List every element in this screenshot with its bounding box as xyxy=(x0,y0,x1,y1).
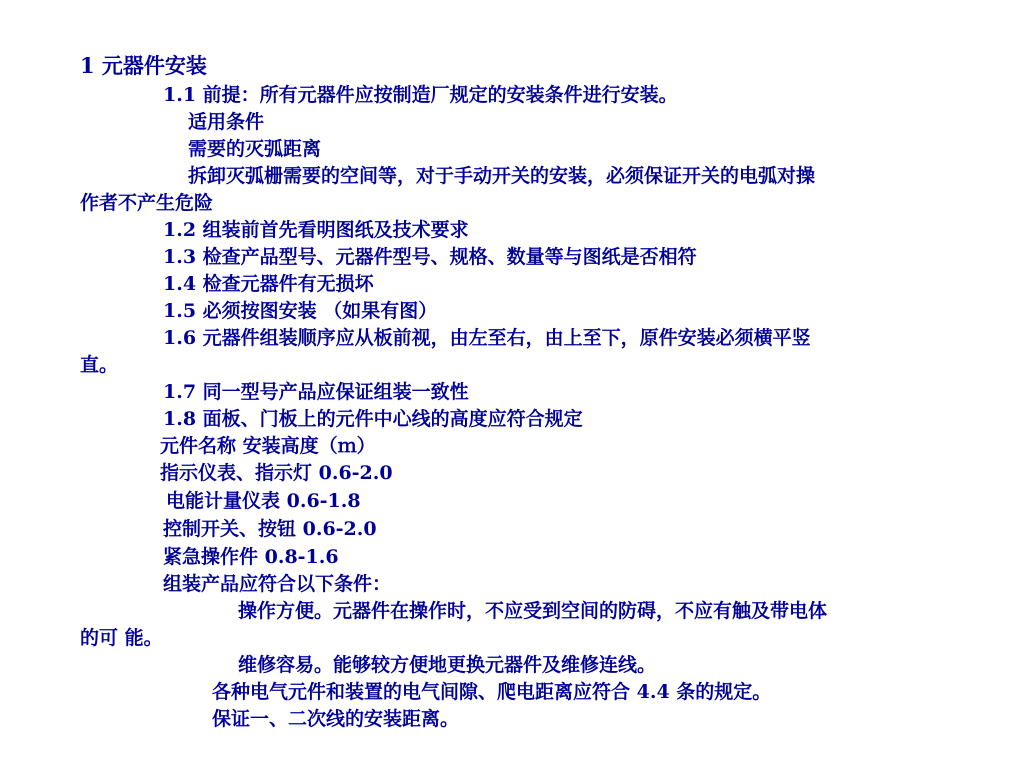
text-line: 1.7 同一型号产品应保证组装一致性 xyxy=(163,381,469,403)
text-line: 作者不产生危险 xyxy=(80,192,214,214)
text-line: 保证一、二次线的安装距离。 xyxy=(212,708,460,730)
table-row: 紧急操作件 0.8-1.6 xyxy=(163,546,339,568)
text-line: 1.1 前提：所有元器件应按制造厂规定的安装条件进行安装。 xyxy=(163,84,678,106)
table-row: 指示仪表、指示灯 0.6-2.0 xyxy=(160,462,393,484)
text-line: 1.2 组装前首先看明图纸及技术要求 xyxy=(163,219,469,241)
text-line: 拆卸灭弧栅需要的空间等，对于手动开关的安装，必须保证开关的电弧对操 xyxy=(188,165,816,187)
text-line: 组装产品应符合以下条件： xyxy=(163,573,392,595)
table-row: 电能计量仪表 0.6-1.8 xyxy=(166,490,361,512)
text-line: 1.3 检查产品型号、元器件型号、规格、数量等与图纸是否相符 xyxy=(163,246,697,268)
table-row: 控制开关、按钮 0.6-2.0 xyxy=(163,518,377,540)
text-line: 1.8 面板、门板上的元件中心线的高度应符合规定 xyxy=(163,408,583,430)
section-heading: 1 元器件安装 xyxy=(80,53,207,78)
text-line: 直。 xyxy=(80,354,119,376)
text-line: 1.4 检查元器件有无损坏 xyxy=(163,273,374,295)
text-line: 需要的灭弧距离 xyxy=(188,138,322,160)
text-line: 1.5 必须按图安装 （如果有图） xyxy=(163,300,438,322)
text-line: 操作方便。元器件在操作时，不应受到空间的防碍，不应有触及带电体 xyxy=(238,600,828,622)
text-line: 的可 能。 xyxy=(80,627,163,649)
text-line: 各种电气元件和装置的电气间隙、爬电距离应符合 4.4 条的规定。 xyxy=(212,681,772,703)
table-header-line: 元件名称 安装高度（ｍ） xyxy=(160,435,376,457)
text-line: 适用条件 xyxy=(188,111,265,133)
text-line: 1.6 元器件组装顺序应从板前视，由左至右，由上至下，原件安装必须横平竖 xyxy=(163,327,811,349)
text-line: 维修容易。能够较方便地更换元器件及维修连线。 xyxy=(238,654,657,676)
